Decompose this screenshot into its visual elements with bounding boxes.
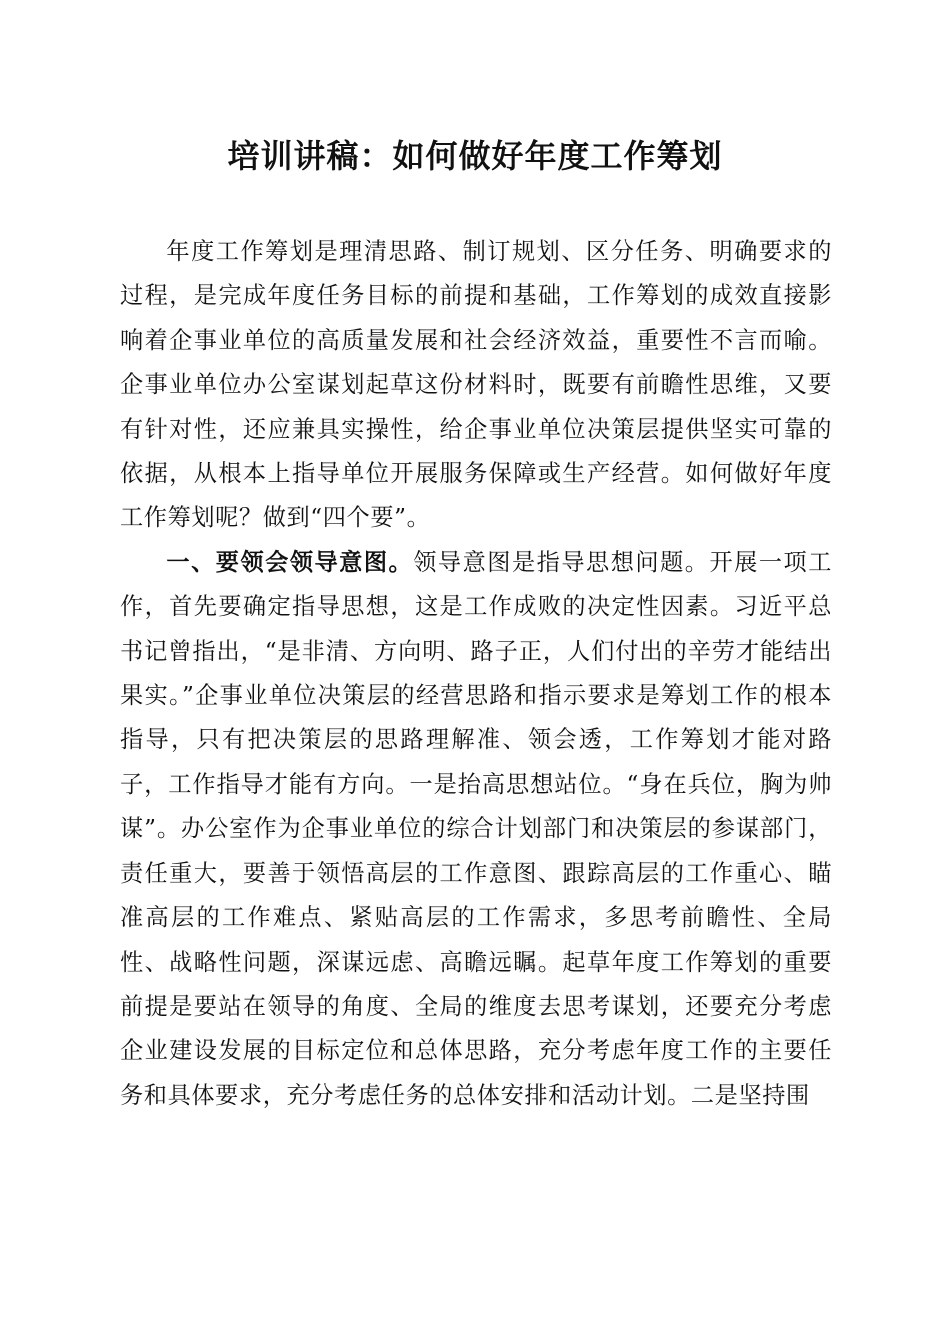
document-body: [120, 230, 832, 1118]
section-one-paragraph: [120, 541, 832, 1118]
intro-paragraph-text: 年度工作筹划是理清思路、制订规划、区分任务、明确要求的过程，是完成年度任务目标的前提和基础，工作筹划的成效直接影响着企事业单位的高质量发展和社会经济效益，重要性不言而喻。企事业单位办公室谋划起草这份材料时，既要有前瞻性思维，又要有针对性，还应兼具实操性，给企事业单位决策层提供坚实可靠的依据，从根本上指导单位开展服务保障或生产经营。如何做好年度工作筹划呢？做到“四个要”。: [120, 238, 832, 532]
section-one-heading: 一、要领会领导意图。: [166, 548, 414, 576]
intro-paragraph: [120, 230, 832, 541]
document-title: 培训讲稿：如何做好年度工作筹划: [227, 137, 723, 175]
section-one-text: 领导意图是指导思想问题。开展一项工作，首先要确定指导思想，这是工作成败的决定性因素。习近平总书记曾指出，“是非清、方向明、路子正，人们付出的辛劳才能结出果实。”企事业单位决策层的经营思路和指示要求是筹划工作的根本指导，只有把决策层的思路理解准、领会透，工作筹划才能对路子，工作指导才能有方向。一是抬高思想站位。“身在兵位，胸为帅谋”。办公室作为企事业单位的综合计划部门和决策层的参谋部门，责任重大，要善于领悟高层的工作意图、跟踪高层的工作重心、瞄准高层的工作难点、紧贴高层的工作需求，多思考前瞻性、全局性、战略性问题，深谋远虑、高瞻远瞩。起草年度工作筹划的重要前提是要站在领导的角度、全局的维度去思考谋划，还要充分考虑企业建设发展的目标定位和总体思路，充分考虑年度工作的主要任务和具体要求，充分考虑任务的总体安排和活动计划。二是坚持围: [120, 548, 833, 1109]
